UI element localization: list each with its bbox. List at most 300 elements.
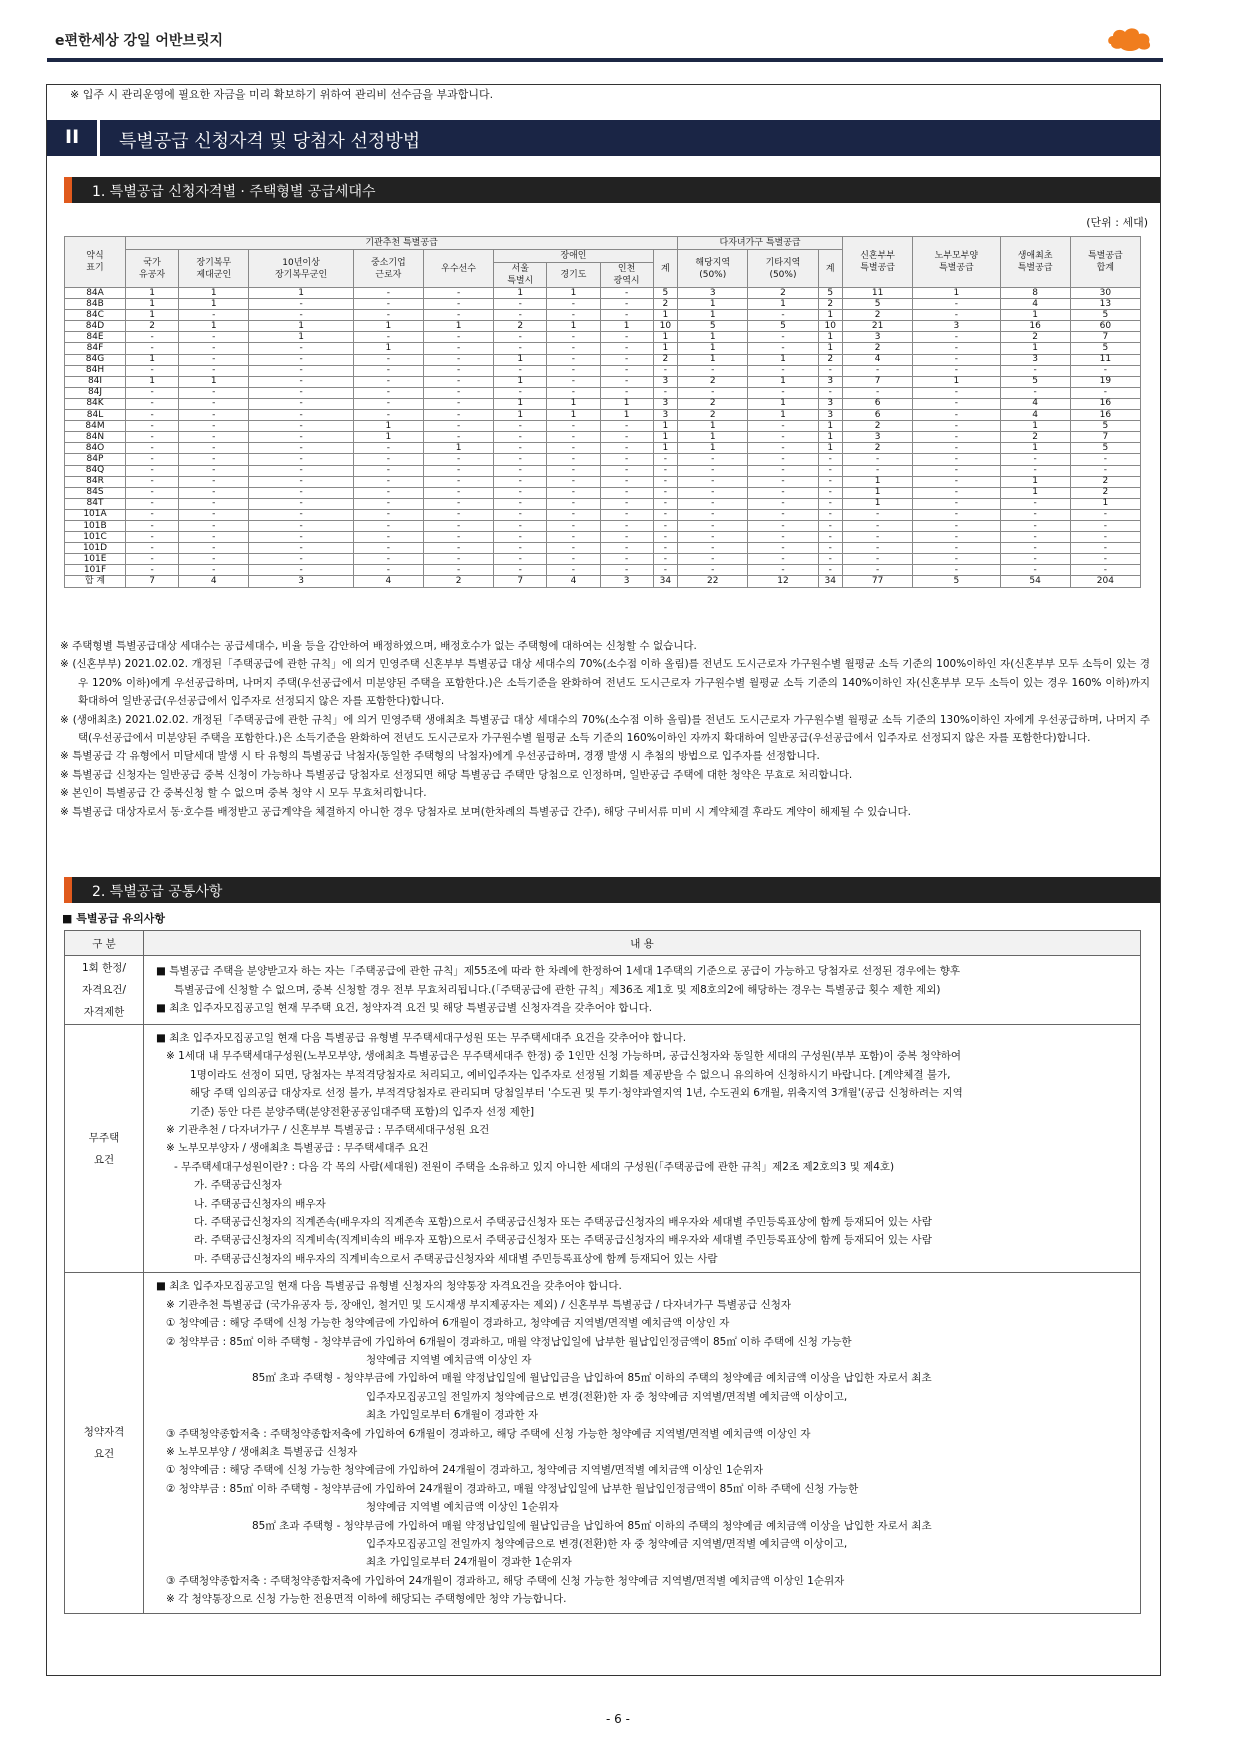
cell-value: 7 [126,576,179,587]
cell-value: 1 [126,354,179,365]
cell-value: 1 [653,310,677,321]
table-row [65,498,1141,509]
cell-value: - [179,532,249,543]
table-row [65,421,1141,432]
rule-line: 나. 주택공급신청자의 배우자 [194,1197,326,1210]
cell-value: 10 [818,321,842,332]
cell-value: - [126,432,179,443]
cell-value: 5 [1070,443,1140,454]
cell-value: - [913,410,1000,421]
row-type: 84D [65,321,126,332]
table-row [65,1273,1141,1613]
rules-col-category: 구 분 [65,931,144,956]
header-col: 계 [818,250,842,288]
cell-value: - [249,410,353,421]
subsection-2-header [64,877,1160,903]
rule-line: 가. 주택공급신청자 [194,1179,282,1192]
cell-value: - [913,421,1000,432]
cell-value: - [653,532,677,543]
cell-value: - [913,565,1000,576]
cell-value: - [249,476,353,487]
cell-value: 1 [547,288,600,299]
section-divider [97,120,100,156]
cell-value: 4 [353,576,423,587]
cell-value: - [126,476,179,487]
cell-value: - [547,421,600,432]
rule-line: 청약예금 지역별 예치금액 이상인 1순위자 [366,1501,559,1514]
cell-value: - [748,465,818,476]
cell-value: - [818,543,842,554]
cell-value: - [653,509,677,520]
cell-value: 1 [494,398,547,409]
cell-value: 3 [653,376,677,387]
cell-value: - [1000,365,1070,376]
cell-value: - [600,465,653,476]
cell-value: 1 [678,343,748,354]
cell-value: - [249,532,353,543]
cell-value: - [678,520,748,531]
cell-value: 1 [1000,421,1070,432]
cell-value: - [353,398,423,409]
cell-value: - [678,543,748,554]
cell-value: - [600,376,653,387]
cell-value: 1 [1070,498,1140,509]
cell-value: - [249,465,353,476]
rule-line: ③ 주택청약종합저축 : 주택청약종합저축에 가입하여 6개월이 경과하고, 해당 주택에 신청 가능한 청약예금 지역별/면적별 예치금액 이상인 자 [166,1427,811,1440]
cell-value: - [653,476,677,487]
cell-value: 1 [126,299,179,310]
rule-label-homeless [65,1025,144,1273]
cell-value: - [423,410,493,421]
cell-value: - [179,454,249,465]
cell-value: - [748,520,818,531]
cell-value: 1 [678,443,748,454]
row-type: 84G [65,354,126,365]
cell-value: - [818,520,842,531]
table-row [65,310,1141,321]
table-row [65,565,1141,576]
cell-value: 1 [249,332,353,343]
cell-value: 2 [843,343,913,354]
rule-label-line: 자격요건/ [81,984,127,996]
cell-value: - [179,520,249,531]
rule-line: 다. 주택공급신청자의 직계존속(배우자의 직계존속 포함)으로서 주택공급신청자 또는 주택공급신청자의 배우자와 세대별 주민등록표상에 함께 등재되어 있는 사람 [194,1216,932,1229]
cell-value: - [126,398,179,409]
cell-value: - [600,443,653,454]
cell-value: - [494,543,547,554]
cell-value: - [748,332,818,343]
cell-value: - [748,365,818,376]
table-row [65,956,1141,1025]
cell-value: 7 [843,376,913,387]
cell-value: - [547,509,600,520]
cell-value: - [1000,387,1070,398]
cell-value: - [547,487,600,498]
cell-value: - [748,387,818,398]
cell-value: - [748,565,818,576]
cell-value: - [126,387,179,398]
cell-value: 1 [547,321,600,332]
cell-value: - [818,554,842,565]
cell-value: - [249,310,353,321]
cell-value: - [600,288,653,299]
cell-value: - [179,543,249,554]
rule-line: 최초 가입일로부터 6개월이 경과한 자 [366,1409,539,1422]
cell-value: - [353,332,423,343]
cell-value: 1 [748,398,818,409]
cell-value: - [748,476,818,487]
cell-value: 3 [843,332,913,343]
note-line: ※ 본인이 특별공급 간 중복신청 할 수 없으며 중복 청약 시 모두 무효처리합니다. [60,787,427,800]
header-col: 경기도 [547,263,600,288]
cell-value: - [818,487,842,498]
cell-value: - [494,476,547,487]
cell-value: - [423,387,493,398]
cell-value: 1 [843,487,913,498]
rule-line: - 무주택세대구성원이란? : 다음 각 목의 사람(세대원) 전원이 주택을 소유하고 있지 아니한 세대의 구성원(「주택공급에 관한 규칙」제2조 제2호의3 및 제4호) [174,1160,895,1173]
cell-value: - [179,354,249,365]
cell-value: 2 [126,321,179,332]
cell-value: 1 [653,343,677,354]
cell-value: - [913,487,1000,498]
table-row [65,376,1141,387]
cell-value: 1 [843,498,913,509]
cell-value: - [353,443,423,454]
table-row [65,343,1141,354]
cell-value: - [843,543,913,554]
cell-value: - [126,443,179,454]
subsection-1-title: 1. 특별공급 신청자격별 · 주택형별 공급세대수 [92,184,376,200]
cell-value: - [126,520,179,531]
cell-value: 1 [353,321,423,332]
table-row [65,532,1141,543]
cell-value: 2 [653,354,677,365]
table-row [65,509,1141,520]
cell-value: 1 [179,321,249,332]
rule-line: 특별공급에 신청할 수 없으며, 중복 신청할 경우 전부 무효처리됩니다.(「주택공급에 관한 규칙」제36조 제1호 및 제8호의2에 해당하는 경우는 특별공급 횟수 제한 제외) [174,983,941,996]
header-multichild: 다자녀가구 특별공급 [678,237,843,250]
header-col: 장기복무 제대군인 [179,250,249,288]
cell-value: 4 [1000,299,1070,310]
header-col: 국가 유공자 [126,250,179,288]
cell-value: - [653,465,677,476]
cell-value: - [179,498,249,509]
cell-value: - [353,487,423,498]
rule-label-line: 요건 [93,1447,115,1460]
cell-value: - [249,443,353,454]
cell-value: 1 [1000,476,1070,487]
cell-value: 1 [818,432,842,443]
row-type: 84P [65,454,126,465]
cell-value: - [678,565,748,576]
cell-value: 34 [818,576,842,587]
cell-value: 2 [1000,332,1070,343]
cell-value: 77 [843,576,913,587]
cell-value: - [678,554,748,565]
cell-value: - [913,365,1000,376]
cell-value: - [843,520,913,531]
header-col: 인천 광역시 [600,263,653,288]
cell-value: - [547,432,600,443]
cell-value: 5 [1070,421,1140,432]
cell-value: - [423,498,493,509]
cell-value: 34 [653,576,677,587]
cell-value: - [353,410,423,421]
cell-value: 1 [494,410,547,421]
cell-value: - [353,465,423,476]
table-row [65,443,1141,454]
cell-value: 5 [653,288,677,299]
cell-value: - [423,343,493,354]
header-col: 특별공급 합계 [1070,237,1140,288]
cell-value: - [818,532,842,543]
cell-value: 4 [843,354,913,365]
note-line: ※ (신혼부부) 2021.02.02. 개정된「주택공급에 관한 규칙」에 의거 민영주택 신혼부부 특별공급 대상 세대수의 70%(소수점 이하 올림)를 전년도 도시근로자 가구원수별 월평균 소득 기준의 100%이하인 자(신혼부부 모두 소득이 있는 경우 120% 이하)에게 우선공급하며, 나머지 주택(우선공급에서 미분양된 주택을 포함한다.)은 소득기준을 완화하여 전년도 도시근로자 가구원수별 월평균 소득 기준의 140%이하인 자(신혼부부 모두 소득이 있는 경우 160% 이하)까지 확대하여 일반공급(우선공급에서 입주자로 선정되지 않은 자를 포함한다)합니다. [60,658,1150,708]
cell-value: - [423,487,493,498]
cell-value: 4 [179,576,249,587]
cell-value: 3 [600,576,653,587]
cell-value: - [353,554,423,565]
cell-value: - [249,454,353,465]
cell-value: - [600,365,653,376]
cell-value: - [913,520,1000,531]
cell-value: - [547,443,600,454]
cell-value: 1 [249,321,353,332]
cell-value: 2 [818,354,842,365]
cell-value: 1 [353,432,423,443]
rules-col-content: 내 용 [144,931,1141,956]
cell-value: - [547,520,600,531]
rule-line: 청약예금 지역별 예치금액 이상인 자 [366,1353,532,1366]
row-type: 84H [65,365,126,376]
rule-line: ① 청약예금 : 해당 주택에 신청 가능한 청약예금에 가입하여 24개월이 경과하고, 청약예금 지역별/면적별 예치금액 이상인 1순위자 [166,1464,764,1477]
cell-value: 1 [494,354,547,365]
cell-value: - [913,332,1000,343]
cell-value: 1 [179,299,249,310]
cell-value: - [423,332,493,343]
cell-value: 1 [600,410,653,421]
header-col: 해당지역 (50%) [678,250,748,288]
cell-value: - [353,376,423,387]
rule-line: 마. 주택공급신청자의 배우자의 직계비속으로서 주택공급신청자와 세대별 주민등록표상에 함께 등재되어 있는 사람 [194,1252,718,1265]
rule-line: ③ 주택청약종합저축 : 주택청약종합저축에 가입하여 24개월이 경과하고, 해당 주택에 신청 가능한 청약예금 지역별/면적별 예치금액 이상인 1순위자 [166,1574,845,1587]
cell-value: - [494,343,547,354]
rule-body-limit [144,956,1141,1025]
cell-value: 1 [913,376,1000,387]
cell-value: - [653,565,677,576]
rule-line: ※ 1세대 내 무주택세대구성원(노부모부양, 생애최초 특별공급은 무주택세대주 한정) 중 1인만 신청 가능하며, 공급신청자와 동일한 세대의 구성원(부부 포함)이 중복 청약하여 [166,1050,962,1063]
cell-value: - [353,532,423,543]
cell-value: 1 [653,443,677,454]
header-col: 10년이상 장기복무군인 [249,250,353,288]
cell-value: - [494,554,547,565]
section-title: 특별공급 신청자격 및 당첨자 선정방법 [119,131,421,152]
cell-value: - [353,509,423,520]
cell-value: - [423,365,493,376]
row-type: 84L [65,410,126,421]
cell-value: - [353,476,423,487]
cell-value: - [748,509,818,520]
cell-value: - [913,432,1000,443]
cell-value: - [126,487,179,498]
cell-value: - [913,443,1000,454]
cell-value: - [1000,554,1070,565]
cell-value: - [353,299,423,310]
cell-value: - [126,543,179,554]
unit-label: (단위 : 세대) [1086,216,1148,229]
cell-value: 1 [818,332,842,343]
cell-value: - [179,387,249,398]
cell-value: - [179,443,249,454]
rule-line: 85㎡ 초과 주택형 - 청약부금에 가입하여 매월 약정납입일에 월납입금을 납입하여 85㎡ 이하의 주택의 청약예금 예치금액 이상을 납입한 자로서 최초 [252,1519,932,1532]
header-col: 노부모부양 특별공급 [913,237,1000,288]
cell-value: - [913,543,1000,554]
cell-value: - [249,376,353,387]
cell-value: - [547,376,600,387]
header-col: 서울 특별시 [494,263,547,288]
cell-value: 3 [653,410,677,421]
table-row [65,476,1141,487]
cell-value: - [126,509,179,520]
table-row [65,321,1141,332]
cell-value: - [179,398,249,409]
cell-value: 1 [179,288,249,299]
cell-value: 8 [1000,288,1070,299]
rule-line: ② 청약부금 : 85㎡ 이하 주택형 - 청약부금에 가입하여 6개월이 경과하고, 매월 약정납입일에 납부한 월납입인정금액이 85㎡ 이하 주택에 신청 가능한 [166,1335,852,1348]
cell-value: - [179,465,249,476]
table-row [65,543,1141,554]
rule-line: 1명이라도 선정이 되면, 당첨자는 부적격당첨자로 처리되고, 예비입주자는 입주자로 선정될 기회를 제공받을 수 없으니 유의하여 신청하시기 바랍니다. [계약체결 불가, [190,1068,951,1081]
cell-value: 1 [1000,443,1070,454]
cell-value: - [1000,465,1070,476]
table-row [65,398,1141,409]
cell-value: 1 [913,288,1000,299]
cell-value: 1 [678,299,748,310]
cell-value: 1 [1000,310,1070,321]
page-header [47,22,1163,62]
cell-value: 2 [818,299,842,310]
cell-value: - [600,343,653,354]
note-line: ※ 특별공급 대상자로서 동·호수를 배정받고 공급계약을 체결하지 아니한 경우 당첨자로 보며(한차례의 특별공급 간주), 해당 구비서류 미비 시 계약체결 후라도 계약이 해제될 수 있습니다. [60,805,912,818]
cell-value: - [678,387,748,398]
header-disabled: 장애인 [494,250,654,263]
cell-value: - [126,343,179,354]
rule-line: ※ 노부모부양자 / 생애최초 특별공급 : 무주택세대주 요건 [166,1142,429,1155]
cell-value: - [913,310,1000,321]
cell-value: - [600,509,653,520]
top-note: ※ 입주 시 관리운영에 필요한 자금을 미리 확보하기 위하여 관리비 선수금을 부과합니다. [70,88,494,101]
rule-line: 입주자모집공고일 전일까지 청약예금으로 변경(전환)한 자 중 청약예금 지역별/면적별 예치금액 이상이고, [366,1390,848,1403]
cell-value: - [678,476,748,487]
cell-value: - [653,365,677,376]
cell-value: - [600,454,653,465]
cell-value: - [653,387,677,398]
cell-value: - [249,354,353,365]
header-title: e편한세상 강일 어반브릿지 [55,33,224,49]
cell-value: 19 [1070,376,1140,387]
cell-value: - [249,365,353,376]
brand-logo-icon [1107,26,1153,52]
cell-value: - [1070,365,1140,376]
cell-value: 1 [423,321,493,332]
cell-value: 2 [1000,432,1070,443]
header-agency: 기관추천 특별공급 [126,237,678,250]
cell-value: - [913,476,1000,487]
cell-value: 1 [353,343,423,354]
rule-line: ※ 기관추천 / 다자녀가구 / 신혼부부 특별공급 : 무주택세대구성원 요건 [166,1124,490,1137]
cell-value: - [249,387,353,398]
cell-value: 16 [1070,410,1140,421]
subsection-accent [64,877,72,903]
row-type: 84B [65,299,126,310]
supply-notes [60,637,1150,821]
cell-value: - [600,498,653,509]
rule-line: 라. 주택공급신청자의 직계비속(직계비속의 배우자 포함)으로서 주택공급신청자 또는 주택공급신청자의 배우자와 세대별 주민등록표상에 함께 등재되어 있는 사람 [194,1234,932,1247]
cell-value: 1 [653,421,677,432]
cell-value: - [179,432,249,443]
cell-value: - [547,365,600,376]
cell-value: 1 [547,398,600,409]
cell-value: - [913,532,1000,543]
table-row [65,554,1141,565]
cell-value: - [678,365,748,376]
cell-value: - [423,376,493,387]
cell-value: - [423,354,493,365]
cell-value: 6 [843,398,913,409]
cell-value: - [748,343,818,354]
table-row [65,487,1141,498]
section-header [47,120,1160,156]
cell-value: - [249,498,353,509]
cell-value: - [353,387,423,398]
cell-value: 2 [748,288,818,299]
cell-value: - [547,465,600,476]
cell-value: - [1070,454,1140,465]
cell-value: - [494,387,547,398]
cell-value: - [818,565,842,576]
cell-value: - [748,543,818,554]
table-row [65,1025,1141,1273]
cell-value: - [913,454,1000,465]
cell-value: - [179,476,249,487]
cell-value: - [179,487,249,498]
cell-value: 1 [843,476,913,487]
cell-value: 10 [653,321,677,332]
subsection-accent [64,177,72,203]
cell-value: 5 [1070,343,1140,354]
table-row [65,354,1141,365]
cell-value: - [547,454,600,465]
cell-value: - [600,554,653,565]
cell-value: - [748,432,818,443]
cell-value: - [678,532,748,543]
cell-value: - [1070,387,1140,398]
cell-value: 1 [678,421,748,432]
cell-value: - [600,487,653,498]
cell-value: - [653,543,677,554]
rule-line: ※ 노부모부양 / 생애최초 특별공급 신청자 [166,1445,358,1458]
cell-value: 1 [353,421,423,432]
rule-label-line: 1회 한정/ [82,962,126,974]
cell-value: - [423,520,493,531]
cell-value: 5 [843,299,913,310]
rule-line: ※ 각 청약통장으로 신청 가능한 전용면적 이하에 해당되는 주택형에만 청약 가능합니다. [166,1593,567,1606]
cell-value: - [843,465,913,476]
cell-value: 7 [1070,432,1140,443]
cell-value: - [179,310,249,321]
cell-value: - [494,565,547,576]
table-row [65,387,1141,398]
